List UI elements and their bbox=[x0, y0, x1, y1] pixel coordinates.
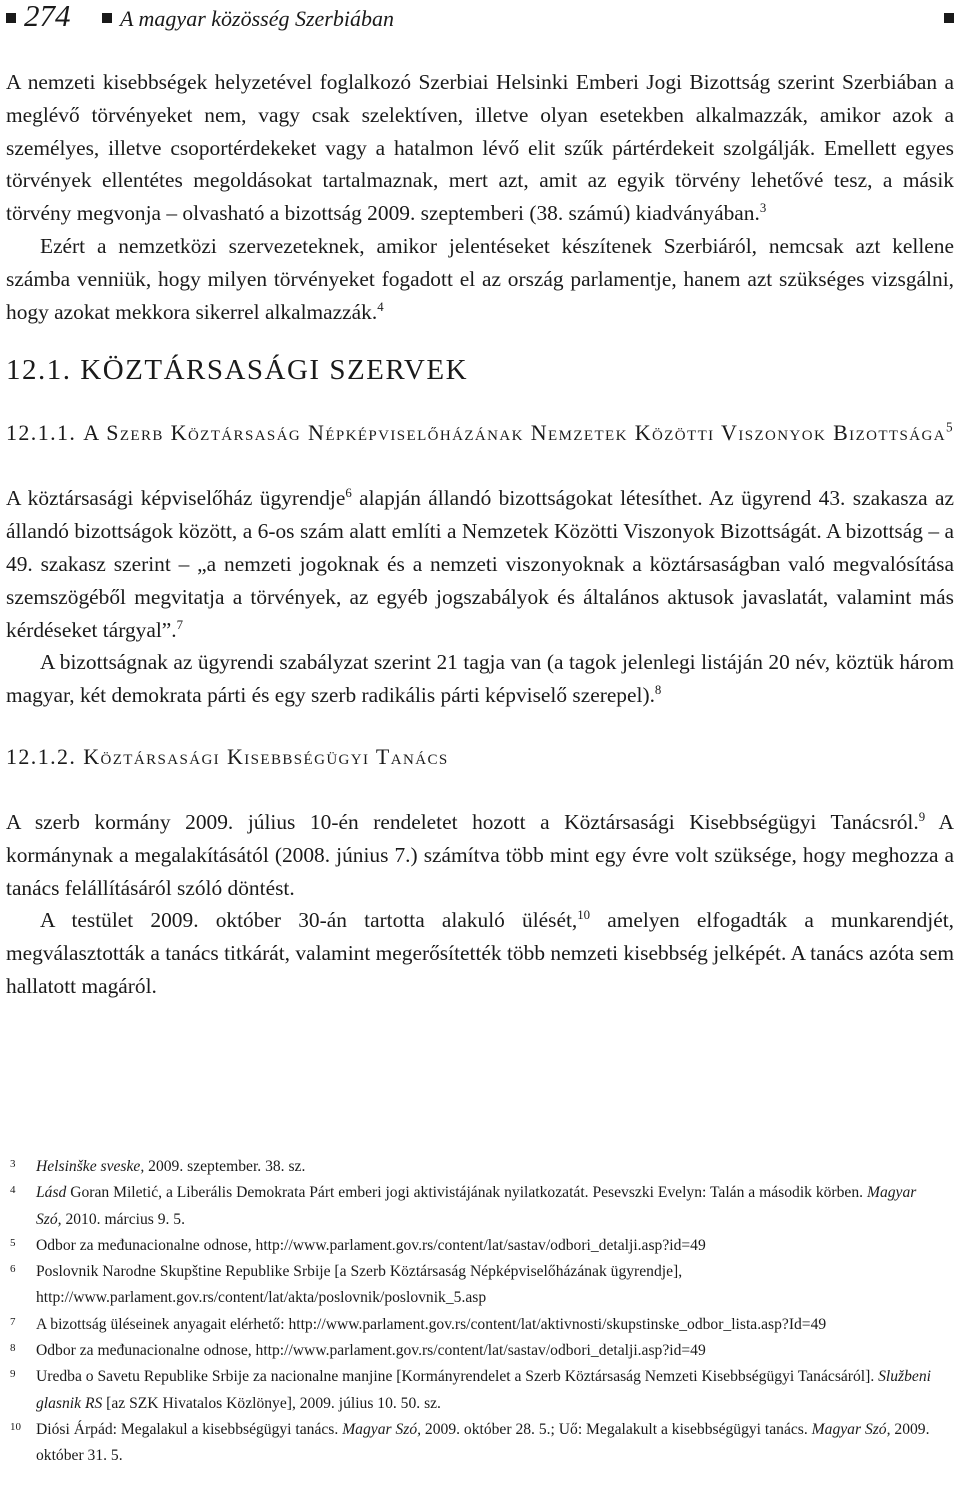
footnotes bbox=[10, 1154, 934, 1470]
footnote: 9 Uredba o Savetu Republike Srbije za nacionalne manjine [Kormányrendelet a Szerb Köztársaság Nemzeti Kisebbségügyi Tanácsáról]. Službeni glasnik RS [az SZK Hivatalos Közlönye], 2009. július 10. 50. sz. bbox=[10, 1364, 934, 1417]
footnote: 10 Diósi Árpád: Megalakul a kisebbségügyi tanács. Magyar Szó, 2009. október 28. 5.; Uő: Megalakult a kisebbségügyi tanács. Magyar Szó, 2009. október 31. 5. bbox=[10, 1417, 934, 1470]
square-bullet-icon bbox=[944, 13, 954, 23]
subsection-heading: 12.1.1. A Szerb Köztársaság Népképviselőházának Nemzetek Közötti Viszonyok Bizottsága$^5$ bbox=[6, 420, 954, 446]
paragraph: A nemzeti kisebbségek helyzetével foglalkozó Szerbiai Helsinki Emberi Jogi Bizottság szerint Szerbiában a meglévő törvényeket nem, vagy csak szelektíven, illetve olyan esetekben alkalmazzák, amikor azok a személyes, illetve csoportérdekeket vagy a hatalmon lévő elit szűk pártérdekeit szolgálják. Emellett egyes törvények ellentétes megoldásokat tartalmaznak, mert azt, amit az egyik törvény lehetővé tesz, a másik törvény megvonja – olvasható a bizottság 2009. szeptemberi (38. számú) kiadványában.$^3$ bbox=[6, 70, 954, 226]
square-bullet-icon bbox=[102, 13, 112, 23]
main-text bbox=[6, 66, 954, 1003]
paragraph: Ezért a nemzetközi szervezeteknek, amikor jelentéseket készítenek Szerbiáról, nemcsak azt kellene számba venniük, hogy milyen törvényeket fogadott el az ország parlamentje, hanem azt szükséges vizsgálni, hogy azokat mekkora sikerrel alkalmazzák.$^4$ bbox=[6, 233, 954, 324]
footnote-number: 4 bbox=[10, 1184, 16, 1197]
running-title: A magyar közösség Szerbiában bbox=[120, 6, 394, 31]
footnote-number: 8 bbox=[10, 1342, 16, 1355]
paragraph: A köztársasági képviselőház ügyrendje$^6$ alapján állandó bizottságokat létesíthet. Az ügyrend 43. szakasza az állandó bizottságok között, a 6-os szám alatt említi a Nemzetek Közötti Viszonyok Bizottságát. A bizottság – a 49. szakasz szerint – „a nemzeti jogoknak és a nemzeti viszonyoknak a köztársaságban való megvalósítása szemszögéből megvitatja a törvények, az egyéb jogszabályok és általános aktusok javaslatát, valamint más kérdéseket tárgyal”.$^7$ bbox=[6, 486, 954, 642]
footnote-number: 9 bbox=[10, 1368, 16, 1381]
footnote-ref[interactable]: 4 bbox=[377, 299, 384, 314]
running-header bbox=[6, 0, 954, 38]
footnote: 5 Odbor za međunacionalne odnose, http://www.parlament.gov.rs/content/lat/sastav/odbori_detalji.asp?id=49 bbox=[10, 1233, 934, 1259]
footnote-number: 3 bbox=[10, 1158, 16, 1170]
footnote: 7 A bizottság üléseinek anyagait elérhető: http://www.parlament.gov.rs/content/lat/aktivnosti/skupstinske_odbor_lista.asp?Id=49 bbox=[10, 1312, 934, 1338]
footnote: 3 Helsinške sveske, 2009. szeptember. 38. sz. bbox=[10, 1154, 934, 1180]
footnote-number: 6 bbox=[10, 1263, 16, 1276]
paragraph: A bizottságnak az ügyrendi szabályzat szerint 21 tagja van (a tagok jelenlegi listáján 20 név, köztük három magyar, két demokrata párti és egy szerb radikális párti képviselő szerepel).$^8$ bbox=[6, 650, 954, 708]
page-number: 274 bbox=[24, 0, 71, 33]
footnote-ref[interactable]: 6 bbox=[345, 486, 352, 501]
footnote: 8 Odbor za međunacionalne odnose, http://www.parlament.gov.rs/content/lat/sastav/odbori_detalji.asp?id=49 bbox=[10, 1338, 934, 1364]
footnote-number: 7 bbox=[10, 1315, 16, 1328]
footnote-ref[interactable]: 9 bbox=[918, 809, 926, 824]
footnote-number: 5 bbox=[10, 1236, 16, 1249]
footnote-ref[interactable]: 7 bbox=[176, 617, 184, 632]
footnote-number: 10 bbox=[10, 1420, 21, 1433]
subsection-heading: 12.1.2. Köztársasági Kisebbségügyi Tanács bbox=[6, 743, 449, 769]
square-bullet-icon bbox=[6, 13, 16, 23]
footnote: 6 Poslovnik Narodne Skupštine Republike Srbije [a Szerb Köztársaság Népképviselőházának ügyrendje], http://www.parlament.gov.rs/content/lat/akta/poslovnik/poslovnik_5.asp bbox=[10, 1259, 934, 1312]
footnote-ref[interactable]: 5 bbox=[945, 420, 954, 436]
section-heading: 12.1. KÖZTÁRSASÁGI SZERVEK bbox=[6, 354, 469, 387]
footnote-ref[interactable]: 8 bbox=[654, 683, 662, 698]
footnote: 4 Lásd Goran Miletić, a Liberális Demokrata Párt emberi jogi aktivistájának nyilatkozatát. Pesevszki Evelyn: Talán a második körben. Magyar Szó, 2010. március 9. 5. bbox=[10, 1180, 934, 1233]
paragraph: A szerb kormány 2009. július 10-én rendeletet hozott a Köztársasági Kisebbségügyi Tanácsról.$^9$ A kormánynak a megalakításától (2008. június 7.) számítva több mint egy évre volt szüksége, hogy meghozza a tanács felállításáról szóló döntést. bbox=[6, 809, 954, 900]
footnote-ref[interactable]: 10 bbox=[577, 908, 591, 923]
footnote-ref[interactable]: 3 bbox=[759, 201, 767, 216]
paragraph: A testület 2009. október 30-án tartotta alakuló ülését,$^{10}$ amelyen elfogadták a munkarendjét, megválasztották a tanács titkárát, valamint megerősítették több nemzeti kisebbség jelképét. A tanács azóta sem hallatott magáról. bbox=[6, 908, 954, 998]
